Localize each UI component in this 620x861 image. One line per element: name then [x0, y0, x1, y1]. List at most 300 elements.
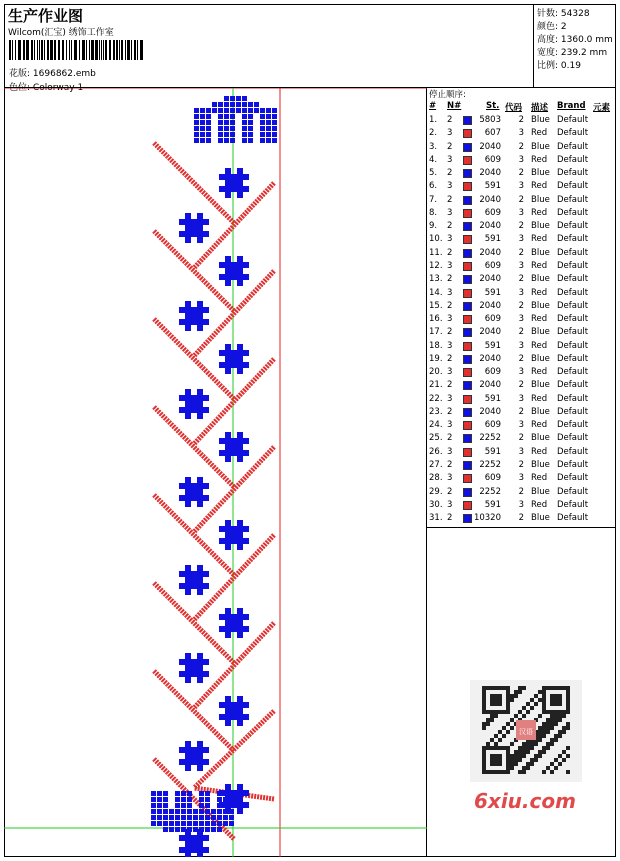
row-index: 29.: [429, 486, 443, 497]
row-code: 3: [518, 260, 524, 271]
page-title: 生产作业图: [8, 7, 84, 25]
top-cap-motif: [194, 96, 277, 143]
row-needle: 3: [447, 287, 453, 298]
blue-motif: [219, 168, 249, 198]
table-row: [427, 394, 616, 407]
blue-motif: [179, 301, 209, 331]
row-code: 2: [518, 406, 524, 417]
row-needle: 2: [447, 327, 453, 338]
color-swatch: [463, 488, 472, 497]
row-brand: Default: [557, 340, 589, 351]
table-row: [427, 433, 616, 446]
table-row: [427, 274, 616, 287]
row-code: 3: [518, 181, 524, 192]
row-needle: 3: [447, 154, 453, 165]
row-needle: 2: [447, 433, 453, 444]
qr-pattern: [470, 680, 582, 782]
table-row: [427, 301, 616, 314]
color-swatch: [463, 355, 472, 364]
red-stitch-right: [194, 535, 274, 620]
row-code: 3: [518, 234, 524, 245]
barcode: [9, 40, 143, 60]
row-code: 2: [518, 194, 524, 205]
blue-motif: [179, 213, 209, 243]
row-stitches: 609: [484, 260, 501, 271]
table-row: [427, 341, 616, 354]
qr-code: [470, 680, 582, 782]
scale-stat: 比例: 0.19: [537, 61, 581, 71]
color-swatch: [463, 196, 472, 205]
row-description: Red: [531, 499, 548, 510]
row-brand: Default: [557, 207, 589, 218]
col-header-description: 描述: [531, 103, 549, 113]
blue-motif: [179, 565, 209, 595]
color-swatch: [463, 182, 472, 191]
blue-motif: [179, 741, 209, 771]
row-description: Blue: [531, 247, 550, 258]
row-stitches: 591: [484, 234, 501, 245]
row-needle: 2: [447, 221, 453, 232]
row-needle: 2: [447, 513, 453, 524]
row-index: 18.: [429, 340, 443, 351]
row-stitches: 2252: [479, 433, 501, 444]
row-brand: Default: [557, 460, 589, 471]
row-description: Blue: [531, 486, 550, 497]
row-brand: Default: [557, 446, 589, 457]
row-index: 2.: [429, 128, 438, 139]
row-code: 2: [518, 327, 524, 338]
row-index: 24.: [429, 420, 443, 431]
row-stitches: 2040: [479, 247, 501, 258]
blue-motif: [179, 389, 209, 419]
color-swatch: [463, 514, 472, 523]
row-needle: 3: [447, 393, 453, 404]
color-swatch: [463, 262, 472, 271]
table-row: [427, 261, 616, 274]
table-row: [427, 314, 616, 327]
color-swatch: [463, 275, 472, 284]
row-brand: Default: [557, 486, 589, 497]
table-row: [427, 380, 616, 393]
row-code: 2: [518, 141, 524, 152]
color-swatch: [463, 249, 472, 258]
colors-stat: 颜色: 2: [537, 22, 567, 32]
row-index: 13.: [429, 274, 443, 285]
table-row: [427, 155, 616, 168]
row-stitches: 591: [484, 340, 501, 351]
row-needle: 3: [447, 499, 453, 510]
colorway-label: 色位:: [9, 83, 31, 93]
row-description: Blue: [531, 513, 550, 524]
row-index: 20.: [429, 367, 443, 378]
blue-motif: [219, 696, 249, 726]
row-code: 2: [518, 168, 524, 179]
row-code: 3: [518, 314, 524, 325]
row-description: Blue: [531, 115, 550, 125]
row-brand: Default: [557, 499, 589, 510]
row-brand: Default: [557, 154, 589, 165]
row-description: Blue: [531, 433, 550, 444]
col-header-needle: N#: [447, 101, 462, 111]
row-code: 2: [518, 486, 524, 497]
row-code: 2: [518, 247, 524, 258]
row-code: 3: [518, 367, 524, 378]
row-description: Blue: [531, 300, 550, 311]
table-row: [427, 128, 616, 141]
row-needle: 2: [447, 194, 453, 205]
color-swatch: [463, 328, 472, 337]
row-code: 3: [518, 287, 524, 298]
table-row: [427, 460, 616, 473]
row-stitches: 609: [484, 420, 501, 431]
row-brand: Default: [557, 234, 589, 245]
red-stitch-right: [194, 359, 274, 444]
row-brand: Default: [557, 274, 589, 285]
red-stitch-right: [194, 183, 274, 268]
row-description: Red: [531, 446, 548, 457]
row-stitches: 591: [484, 499, 501, 510]
row-code: 2: [518, 513, 524, 524]
row-stitches: 591: [484, 446, 501, 457]
table-row: [427, 354, 616, 367]
row-needle: 2: [447, 115, 453, 125]
row-brand: Default: [557, 314, 589, 325]
row-code: 2: [518, 460, 524, 471]
red-stitch-left: [154, 143, 234, 223]
row-index: 8.: [429, 207, 438, 218]
colorway-name: Colorway 1: [32, 83, 84, 93]
row-needle: 2: [447, 380, 453, 391]
row-stitches: 10320: [473, 513, 501, 524]
row-index: 25.: [429, 433, 443, 444]
red-stitch-left: [154, 231, 234, 311]
row-index: 17.: [429, 327, 443, 338]
watermark-text: 6xiu.com: [474, 789, 576, 813]
row-stitches: 609: [484, 154, 501, 165]
row-needle: 3: [447, 473, 453, 484]
company-name: Wilcom(汇宝) 绣饰工作室: [8, 28, 114, 38]
row-stitches: 591: [484, 287, 501, 298]
row-needle: 2: [447, 406, 453, 417]
row-code: 3: [518, 446, 524, 457]
table-row: [427, 420, 616, 433]
row-description: Blue: [531, 194, 550, 205]
row-index: 12.: [429, 260, 443, 271]
table-row: [427, 168, 616, 181]
row-needle: 3: [447, 340, 453, 351]
row-needle: 2: [447, 247, 453, 258]
blue-motif: [219, 520, 249, 550]
color-swatch: [463, 342, 472, 351]
stitches-stat: 针数: 54328: [537, 9, 590, 19]
color-swatch: [463, 235, 472, 244]
row-needle: 3: [447, 260, 453, 271]
row-code: 2: [518, 221, 524, 232]
row-stitches: 607: [484, 128, 501, 139]
row-stitches: 609: [484, 314, 501, 325]
table-row: [427, 195, 616, 208]
row-code: 3: [518, 128, 524, 139]
row-description: Blue: [531, 380, 550, 391]
row-needle: 2: [447, 141, 453, 152]
color-swatch: [463, 395, 472, 404]
color-swatch: [463, 448, 472, 457]
table-row: [427, 327, 616, 340]
blue-motif: [179, 477, 209, 507]
row-brand: Default: [557, 353, 589, 364]
table-row: [427, 248, 616, 261]
row-stitches: 2040: [479, 380, 501, 391]
row-needle: 3: [447, 367, 453, 378]
row-brand: Default: [557, 181, 589, 192]
row-needle: 2: [447, 486, 453, 497]
table-row: [427, 234, 616, 247]
row-description: Blue: [531, 460, 550, 471]
row-stitches: 609: [484, 367, 501, 378]
color-swatch: [463, 501, 472, 510]
row-index: 31.: [429, 513, 443, 524]
row-stitches: 2040: [479, 168, 501, 179]
col-header-brand: Brand: [557, 101, 586, 111]
red-stitch-left: [154, 319, 234, 399]
blue-motif: [179, 829, 209, 857]
row-index: 19.: [429, 353, 443, 364]
row-stitches: 591: [484, 181, 501, 192]
color-swatch: [463, 116, 472, 125]
row-brand: Default: [557, 380, 589, 391]
table-row: [427, 407, 616, 420]
table-row: [427, 142, 616, 155]
row-needle: 2: [447, 274, 453, 285]
row-description: Blue: [531, 221, 550, 232]
row-brand: Default: [557, 300, 589, 311]
color-swatch: [463, 461, 472, 470]
row-description: Red: [531, 154, 548, 165]
embroidery-design: [4, 88, 427, 857]
row-brand: Default: [557, 115, 589, 125]
row-index: 21.: [429, 380, 443, 391]
row-description: Red: [531, 181, 548, 192]
row-description: Red: [531, 207, 548, 218]
row-code: 3: [518, 393, 524, 404]
row-code: 3: [518, 420, 524, 431]
red-stitch-left: [154, 583, 234, 663]
row-description: Blue: [531, 327, 550, 338]
row-brand: Default: [557, 247, 589, 258]
row-index: 10.: [429, 234, 443, 245]
color-swatch: [463, 209, 472, 218]
row-brand: Default: [557, 128, 589, 139]
row-description: Red: [531, 234, 548, 245]
row-stitches: 2040: [479, 221, 501, 232]
row-brand: Default: [557, 221, 589, 232]
color-swatch: [463, 408, 472, 417]
row-stitches: 5803: [479, 115, 501, 125]
row-stitches: 2040: [479, 141, 501, 152]
row-stitches: 2040: [479, 194, 501, 205]
row-stitches: 2040: [479, 327, 501, 338]
row-description: Blue: [531, 406, 550, 417]
row-code: 2: [518, 274, 524, 285]
row-index: 3.: [429, 141, 438, 152]
color-swatch: [463, 434, 472, 443]
row-index: 11.: [429, 247, 443, 258]
color-swatch: [463, 474, 472, 483]
color-swatch: [463, 315, 472, 324]
file-name: 1696862.emb: [32, 69, 96, 79]
row-description: Red: [531, 287, 548, 298]
row-description: Blue: [531, 168, 550, 179]
row-needle: 3: [447, 314, 453, 325]
red-stitch-left: [154, 495, 234, 575]
row-description: Red: [531, 340, 548, 351]
color-swatch: [463, 368, 472, 377]
row-index: 27.: [429, 460, 443, 471]
red-stitch-right: [194, 623, 274, 708]
row-brand: Default: [557, 141, 589, 152]
col-header-stitches: St.: [486, 101, 500, 111]
row-code: 2: [518, 380, 524, 391]
row-brand: Default: [557, 168, 589, 179]
stop-sequence-title: 停止顺序:: [429, 90, 466, 100]
row-needle: 2: [447, 300, 453, 311]
row-index: 16.: [429, 314, 443, 325]
color-swatch: [463, 143, 472, 152]
table-row: [427, 181, 616, 194]
row-brand: Default: [557, 393, 589, 404]
row-description: Red: [531, 393, 548, 404]
row-description: Blue: [531, 141, 550, 152]
file-label: 花版:: [9, 69, 31, 79]
row-stitches: 2040: [479, 274, 501, 285]
red-stitch-right: [194, 447, 274, 532]
row-stitches: 2040: [479, 353, 501, 364]
row-needle: 3: [447, 207, 453, 218]
width-stat: 宽度: 239.2 mm: [537, 48, 608, 58]
row-code: 3: [518, 207, 524, 218]
red-stitch-right: [194, 271, 274, 356]
row-index: 14.: [429, 287, 443, 298]
color-swatch: [463, 302, 472, 311]
row-stitches: 2252: [479, 460, 501, 471]
row-needle: 2: [447, 460, 453, 471]
header-panel: [4, 4, 616, 93]
file-line: [9, 66, 96, 79]
row-brand: Default: [557, 473, 589, 484]
row-needle: 2: [447, 353, 453, 364]
color-swatch: [463, 156, 472, 165]
table-row: [427, 500, 616, 513]
table-row: [427, 288, 616, 301]
row-index: 6.: [429, 181, 438, 192]
red-stitch-left: [154, 671, 234, 751]
row-needle: 3: [447, 446, 453, 457]
row-index: 15.: [429, 300, 443, 311]
row-description: Red: [531, 473, 548, 484]
row-needle: 2: [447, 168, 453, 179]
red-stitch-left: [154, 407, 234, 487]
row-code: 2: [518, 353, 524, 364]
row-code: 2: [518, 433, 524, 444]
table-row: [427, 447, 616, 460]
row-description: Blue: [531, 274, 550, 285]
table-row: [427, 221, 616, 234]
col-header-code: 代码: [505, 103, 523, 113]
row-description: Red: [531, 314, 548, 325]
stop-sequence-table: [427, 88, 616, 528]
design-stats: [533, 4, 616, 88]
row-description: Red: [531, 260, 548, 271]
row-index: 5.: [429, 168, 438, 179]
table-row: [427, 473, 616, 486]
row-description: Red: [531, 420, 548, 431]
row-stitches: 591: [484, 393, 501, 404]
row-stitches: 2252: [479, 486, 501, 497]
col-header-index: #: [429, 101, 437, 111]
row-needle: 3: [447, 128, 453, 139]
row-code: 2: [518, 115, 524, 125]
color-swatch: [463, 421, 472, 430]
row-code: 3: [518, 499, 524, 510]
row-code: 2: [518, 300, 524, 311]
table-row: [427, 367, 616, 380]
row-brand: Default: [557, 433, 589, 444]
blue-motif: [219, 432, 249, 462]
row-index: 23.: [429, 406, 443, 417]
row-needle: 3: [447, 420, 453, 431]
row-index: 7.: [429, 194, 438, 205]
row-needle: 3: [447, 181, 453, 192]
row-description: Red: [531, 128, 548, 139]
row-brand: Default: [557, 406, 589, 417]
row-description: Blue: [531, 353, 550, 364]
table-row: [427, 115, 616, 128]
col-header-element: 元素: [593, 103, 611, 113]
row-index: 4.: [429, 154, 438, 165]
row-brand: Default: [557, 420, 589, 431]
row-code: 3: [518, 473, 524, 484]
color-swatch: [463, 129, 472, 138]
row-brand: Default: [557, 260, 589, 271]
color-swatch: [463, 169, 472, 178]
row-stitches: 609: [484, 473, 501, 484]
row-brand: Default: [557, 327, 589, 338]
table-row: [427, 487, 616, 500]
color-swatch: [463, 222, 472, 231]
row-brand: Default: [557, 367, 589, 378]
table-row: [427, 513, 616, 526]
qr-seal-text: 汉语: [519, 728, 533, 736]
row-index: 30.: [429, 499, 443, 510]
blue-motif: [179, 653, 209, 683]
row-index: 28.: [429, 473, 443, 484]
row-index: 9.: [429, 221, 438, 232]
design-canvas: [4, 88, 427, 857]
row-needle: 3: [447, 234, 453, 245]
blue-motif: [219, 344, 249, 374]
row-description: Red: [531, 367, 548, 378]
row-brand: Default: [557, 287, 589, 298]
color-swatch: [463, 289, 472, 298]
blue-motif: [219, 256, 249, 286]
row-code: 3: [518, 340, 524, 351]
row-brand: Default: [557, 194, 589, 205]
row-index: 26.: [429, 446, 443, 457]
table-row: [427, 208, 616, 221]
row-stitches: 609: [484, 207, 501, 218]
row-stitches: 2040: [479, 300, 501, 311]
blue-motif: [219, 608, 249, 638]
